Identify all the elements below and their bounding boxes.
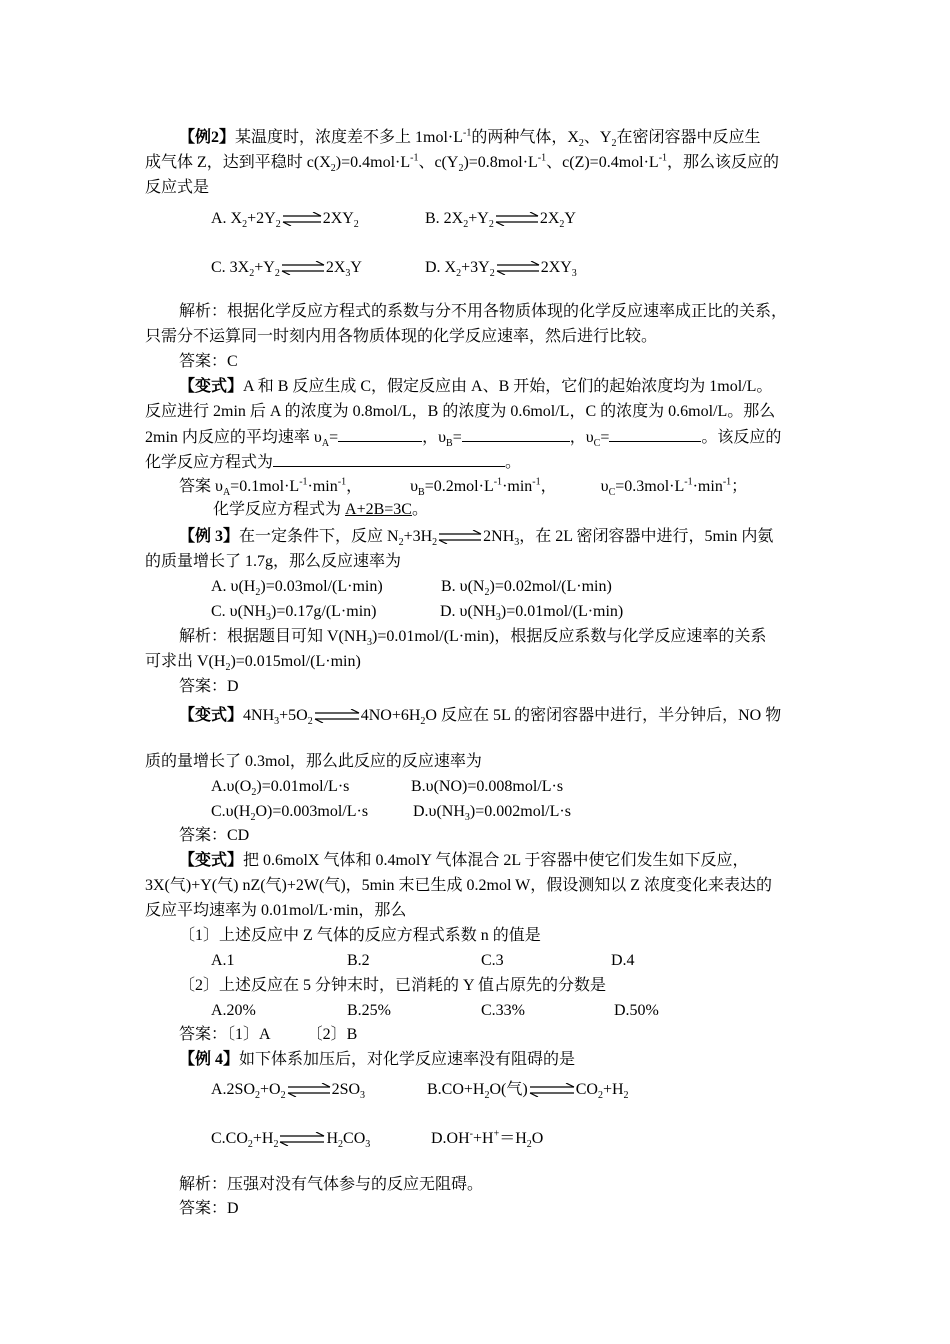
text: A.υ(O [211,778,252,795]
text: 。该反应的 [701,429,782,446]
sub: 2 [225,662,231,674]
variant-2-line-1 [179,706,781,726]
sub: 3 [274,716,280,728]
text: 2XY [322,210,354,227]
sub: 3 [367,637,372,649]
variant-3-question-2: 〔2〕上述反应在 5 分钟末时，已消耗的 Y 值占原先的分数是 [179,977,606,994]
sup: - [469,1128,474,1140]
sup: -1 [658,152,668,164]
text: C. υ(NH [211,603,267,620]
text: ·min [692,478,723,495]
sub: 2 [307,716,313,728]
example-3-option-a [211,577,383,597]
text: +Y [254,259,275,276]
text: )=0.8mol·L [463,154,538,171]
example-4-answer: 答案：D [179,1200,239,1217]
sub: 2 [526,1139,532,1151]
text: 2XY [540,259,572,276]
example-4-option-d [431,1129,543,1149]
example-2-analysis-2: 只需分不运算同一时刻内用各物质体现的化学反应速率，然后进行比较。 [145,328,658,345]
text: υ [600,478,609,495]
sub: 2 [249,268,255,280]
equilibrium-arrow-icon [494,212,540,226]
text: ＝H [499,1130,527,1147]
sub: 2 [559,219,565,231]
text: A. X [211,210,243,227]
text: +2Y [247,210,276,227]
text: ，υ [569,429,594,446]
example-3-label: 【例 3】 [179,528,240,545]
text: A. υ(H [211,578,256,595]
sub: 2 [273,1139,279,1151]
sub: 3 [495,612,501,624]
variant-1-line-1 [179,377,772,397]
text: ，那么该反应的 [667,154,780,171]
text: CO [575,1081,598,1098]
text: 4NO+6H [360,707,421,724]
sup: -1 [684,476,693,488]
text: = [452,429,462,446]
text: 成气体 Z，达到平稳时 c(X [145,154,331,171]
text: = [600,429,610,446]
variant-3-answer [179,1025,357,1045]
text: 、Y [583,129,612,146]
sub: 2 [255,1090,261,1102]
example-3-line-2: 的质量增长了 1.7g，那么反应速率为 [145,553,402,570]
blank-va[interactable] [338,427,422,442]
text: 2X [325,259,346,276]
text: ，υ [422,429,447,446]
text: 答案 υ [179,478,223,495]
text: 2SO [331,1081,361,1098]
sub: 3 [266,612,272,624]
variant-3-line-1 [179,851,749,871]
text: 、c(Z)=0.4mol·L [546,154,659,171]
variant-1-line-2: 反应进行 2min 后 A 的浓度为 0.8mol/L，B 的浓度为 0.6mol/L，C 的浓度为 0.6mol/L。那么 [145,403,776,420]
text: 2min 内反应的平均速率 υ [145,429,322,446]
sub: 2 [432,537,438,549]
sub: 3 [365,1139,371,1151]
sub: 3 [571,268,577,280]
variant-2-line-2: 质的量增长了 0.3mol，那么此反应的反应速率为 [145,753,482,770]
equilibrium-arrow-icon [286,1083,332,1097]
text: 化学反应方程式为 [213,501,346,518]
text: 。 [505,454,522,471]
variant-2-option-b: B.υ(NO)=0.008mol/L·s [411,778,564,795]
text: =0.1mol·L [230,478,300,495]
variant-1-answer-2 [213,500,428,520]
example-2-option-a [211,209,359,229]
text: )=0.4mol·L [335,154,411,171]
sup: + [493,1128,500,1140]
example-3-answer: 答案：D [179,678,239,695]
sub: 2 [274,268,280,280]
sub: 2 [250,812,256,824]
example-2-option-b [425,209,576,229]
variant-3-line-2: 3X(气)+Y(气) nZ(气)+2W(气)，5min 末已生成 0.2mol W，假设测知以 Z 浓度变化来表达的 [145,877,773,894]
text: )=0.03mol/(L·min) [260,578,383,595]
example-3-line-1 [179,527,773,547]
text: 在密闭容器中反应生 [616,129,761,146]
text: 答案：〔1〕A [179,1026,271,1043]
text: 2X [539,210,560,227]
example-2-analysis-1: 解析：根据化学反应方程式的系数与分不用各物质体现的化学反应速率成正比的关系， [179,303,788,320]
sub: B [418,487,425,499]
text: A 和 B 反应生成 C，假定反应由 A、B 开始，它们的起始浓度均为 1mol/L。 [243,378,773,395]
variant-label: 【变式】 [179,378,244,395]
example-2-label: 【例2】 [179,129,236,146]
text: =0.2mol·L [424,478,494,495]
q2-option-a: A.20% [211,1002,256,1019]
sub: 2 [463,219,469,231]
sub: 2 [488,219,494,231]
text: +3H [403,528,433,545]
text: ， [540,478,557,495]
equilibrium-arrow-icon [528,1083,576,1097]
variant-3-line-3: 反应平均速率为 0.01mol/L·min，那么 [145,902,407,919]
text: D. υ(NH [440,603,496,620]
variant-1-line-3 [145,427,781,448]
text: )=0.015mol/(L·min) [230,653,361,670]
text: B.CO+H [427,1081,485,1098]
sub: 2 [251,787,257,799]
text: 〔2〕B [306,1026,358,1043]
sub: 3 [345,268,351,280]
sub: 2 [255,587,261,599]
sub: 2 [597,1090,603,1102]
text: 在一定条件下，反应 N [239,528,399,545]
example-2-answer: 答案：C [179,353,238,370]
sub: B [446,438,453,450]
text: )=0.02mol/(L·min) [489,578,612,595]
sub: 2 [456,268,462,280]
example-4-line-1 [179,1050,575,1070]
example-4-label: 【例 4】 [179,1051,240,1068]
text: +H [252,1130,274,1147]
text: CO [343,1130,366,1147]
text: +Y [468,210,489,227]
text: A+2B=3C [345,501,412,518]
sub: 2 [611,138,617,150]
text: O [531,1130,544,1147]
text: 2NH [483,528,515,545]
text: )=0.01mol/(L·min)，根据反应系数与化学反应速率的关系 [372,628,767,645]
text: 4NH [243,707,275,724]
q1-option-a: A.1 [211,952,235,969]
text: +O [260,1081,281,1098]
sub: A [222,487,231,499]
q1-option-d: D.4 [611,952,635,969]
text: C. 3X [211,259,250,276]
sup: -1 [537,152,547,164]
text: ； [731,478,748,495]
blank-vb[interactable] [462,427,570,442]
sup: -1 [410,152,419,164]
example-3-analysis-1 [179,627,766,647]
text: 、c(Y [418,154,459,171]
sub: 2 [484,1090,490,1102]
sup: -1 [337,476,347,488]
text: 解析：根据题目可知 V(NH [179,628,367,645]
sup: -1 [463,127,472,139]
q1-option-b: B.2 [347,952,370,969]
example-3-analysis-2 [145,652,361,672]
text: ·min [502,478,533,495]
sub: 2 [280,1090,286,1102]
text: 把 0.6molX 气体和 0.4molY 气体混合 2L 于容器中使它们发生如下反应， [243,852,749,869]
text: 的两种气体，X [471,129,579,146]
sub: 3 [514,537,520,549]
sub: 3 [464,812,470,824]
sub: 2 [623,1090,629,1102]
q2-option-b: B.25% [347,1002,391,1019]
sub: 2 [338,1139,344,1151]
text: ，在 2L 密闭容器中进行，5min 内氨 [519,528,774,545]
text: ， [346,478,363,495]
text: )=0.01mol/(L·min) [500,603,624,620]
equilibrium-arrow-icon [313,709,361,723]
sub: 2 [484,587,490,599]
example-2-line-3: 反应式是 [145,179,210,196]
text: +H [602,1081,624,1098]
text: O 反应在 5L 的密闭容器中进行，半分钟后，NO 物 [425,707,782,724]
text: +5O [279,707,308,724]
text: υ [410,478,419,495]
text: Y [564,210,576,227]
text: =0.3mol·L [615,478,685,495]
sub: 2 [353,219,359,231]
example-4-option-b [427,1080,629,1100]
example-3-option-c [211,602,376,622]
sub: 2 [398,537,404,549]
example-4-option-a [211,1080,365,1100]
text: C.υ(H [211,803,251,820]
text: 可求出 V(H [145,653,226,670]
sup: -1 [532,476,541,488]
example-3-option-b [441,577,612,597]
text: )=0.002mol/L·s [469,803,571,820]
blank-equation[interactable] [273,452,505,467]
example-2-line-1 [179,128,761,148]
text: D.OH [431,1130,470,1147]
sub: 2 [247,1139,253,1151]
text: O(气) [489,1081,528,1098]
text: H [326,1130,339,1147]
equilibrium-arrow-icon [281,212,323,226]
sub: 2 [489,268,495,280]
sub: 2 [578,138,584,150]
sup: -1 [299,476,308,488]
text: D. X [425,259,457,276]
text: B. υ(N [441,578,485,595]
example-2-option-c [211,258,362,278]
variant-2-option-c [211,802,368,822]
text: A.2SO [211,1081,256,1098]
example-2-line-2 [145,153,779,173]
text: )=0.01mol/L·s [256,778,350,795]
variant-2-option-a [211,777,349,797]
sub: 2 [275,219,281,231]
equilibrium-arrow-icon [280,261,326,275]
text: 。 [411,501,428,518]
sup: -1 [493,476,503,488]
text: 某温度时，浓度差不多上 1mol·L [235,129,464,146]
sub: 2 [420,716,426,728]
text: Y [350,259,362,276]
sub: A [321,438,330,450]
variant-1-answer-1 [179,477,747,497]
variant-2-answer: 答案：CD [179,827,250,844]
variant-label: 【变式】 [179,707,244,724]
text: +H [473,1130,494,1147]
text: )=0.17g/(L·min) [271,603,377,620]
text: = [329,429,339,446]
text: D.υ(NH [413,803,465,820]
example-3-option-d [440,602,623,622]
example-4-analysis: 解析：压强对没有气体参与的反应无阻碍。 [179,1176,484,1193]
q2-option-d: D.50% [614,1002,659,1019]
q1-option-c: C.3 [481,952,504,969]
text: ·min [307,478,338,495]
sub: C [608,487,616,499]
example-4-option-c [211,1129,370,1149]
example-2-option-d [425,258,577,278]
equilibrium-arrow-icon [495,261,541,275]
variant-3-question-1: 〔1〕上述反应中 Z 气体的反应方程式系数 n 的值是 [179,927,541,944]
sup: -1 [722,476,732,488]
text: B. 2X [425,210,464,227]
blank-vc[interactable] [609,427,701,442]
sub: 2 [330,163,336,175]
variant-label: 【变式】 [179,852,244,869]
q2-option-c: C.33% [481,1002,525,1019]
equilibrium-arrow-icon [278,1132,326,1146]
equilibrium-arrow-icon [437,530,483,544]
variant-2-option-d [413,802,571,822]
text: O)=0.003mol/L·s [255,803,369,820]
text: 化学反应方程式为 [145,454,274,471]
text: 如下体系加压后，对化学反应速率没有阻碍的是 [239,1051,576,1068]
text: +3Y [461,259,490,276]
sub: 2 [458,163,464,175]
sub: C [593,438,601,450]
text: C.CO [211,1130,248,1147]
sub: 2 [242,219,248,231]
variant-1-line-4 [145,452,521,473]
sub: 3 [360,1090,366,1102]
